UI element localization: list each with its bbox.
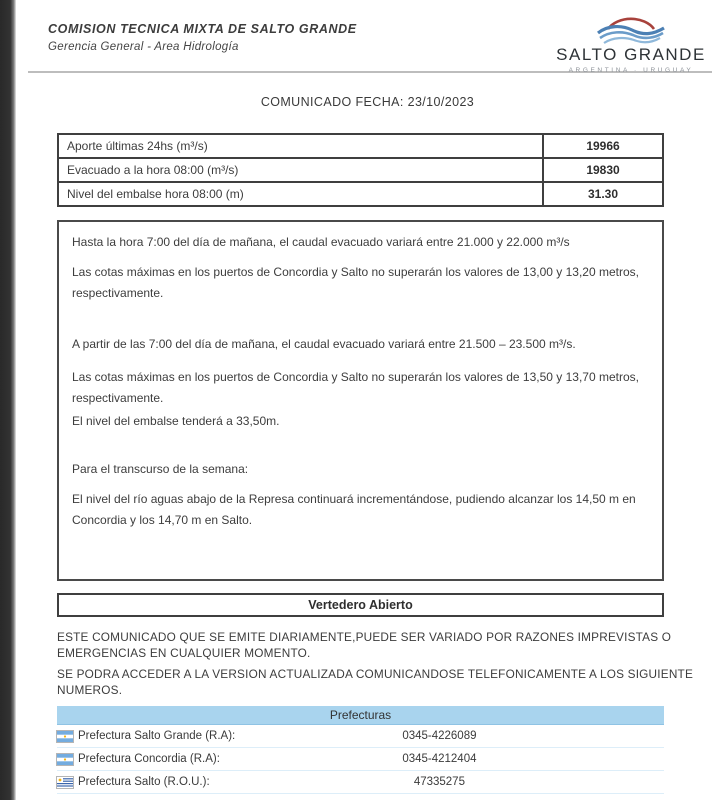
org-title: COMISION TECNICA MIXTA DE SALTO GRANDE — [48, 22, 357, 36]
bulletin-paragraph: Las cotas máximas en los puertos de Concordia y Salto no superarán los valores de 13,00 y 13,20 metros, respectivamente. — [72, 265, 639, 300]
table-row — [58, 134, 663, 158]
table-row — [57, 725, 664, 748]
table-row — [58, 158, 663, 182]
org-subtitle: Gerencia General - Area Hidrología — [48, 41, 239, 53]
table-row — [57, 771, 664, 794]
row-value: 19966 — [543, 134, 663, 158]
prefectura-phone: 0345-4226089 — [402, 730, 477, 742]
row-label: Evacuado a la hora 08:00 (m³/s) — [58, 158, 543, 182]
prefectura-name: Prefectura Salto Grande (R.A): — [78, 730, 236, 742]
prefectura-phone: 0345-4212404 — [402, 753, 477, 765]
disclaimer-text: ESTE COMUNICADO QUE SE EMITE DIARIAMENTE,PUEDE SER VARIADO POR RAZONES IMPREVISTAS O EMERGENCIAS EN CUALQUIER MOMENTO. — [57, 630, 672, 660]
row-label: Nivel del embalse hora 08:00 (m) — [58, 182, 543, 206]
bulletin-paragraph: Las cotas máximas en los puertos de Concordia y Salto no superarán los valores de 13,50 y 13,70 metros, respectivamente. — [72, 370, 639, 405]
spillway-status-box: Vertedero Abierto — [57, 593, 664, 617]
row-label: Aporte últimas 24hs (m³/s) — [58, 134, 543, 158]
table-row — [58, 182, 663, 206]
salto-grande-logo — [556, 7, 706, 74]
bulletin-paragraph: El nivel del río aguas abajo de la Represa continuará incrementándose, pudiendo alcanzar los 14,50 m en Concordia y los 14,70 m en Salto. — [72, 492, 636, 527]
prefectura-label — [57, 730, 348, 742]
prefecturas-header: Prefecturas — [57, 706, 664, 725]
document-page — [16, 0, 719, 800]
org-block — [48, 20, 357, 53]
uruguay-flag-icon — [57, 777, 73, 788]
document-header — [28, 0, 712, 73]
prefectura-label — [57, 776, 348, 788]
argentina-flag-icon — [57, 754, 73, 765]
prefectura-name: Prefectura Salto (R.O.U.): — [78, 776, 210, 788]
bulletin-paragraph: Hasta la hora 7:00 del día de mañana, el caudal evacuado variará entre 21.000 y 22.000 m³/s — [72, 235, 570, 249]
forecast-bulletin-box — [57, 220, 664, 581]
bulletin-paragraph: El nivel del embalse tenderá a 33,50m. — [72, 414, 280, 428]
disclaimer-text: SE PODRA ACCEDER A LA VERSION ACTUALIZADA COMUNICANDOSE TELEFONICAMENTE A LOS SIGUIENTE NUMEROS. — [57, 667, 694, 697]
argentina-flag-icon — [57, 731, 73, 742]
table-row — [57, 748, 664, 771]
disclaimer-block — [57, 630, 707, 698]
prefectura-name: Prefectura Concordia (R.A): — [78, 753, 220, 765]
comunicado-date-line: COMUNICADO FECHA: 23/10/2023 — [260, 95, 475, 109]
bulletin-paragraph: Para el transcurso de la semana: — [72, 462, 249, 476]
row-value: 31.30 — [543, 182, 663, 206]
prefectura-label — [57, 753, 348, 765]
screen-edge-shadow — [0, 0, 16, 800]
logo-name: SALTO GRANDE — [556, 45, 706, 64]
logo-countries: ARGENTINA · URUGUAY — [568, 67, 694, 74]
row-value: 19830 — [543, 158, 663, 182]
hydrology-summary-table — [57, 133, 664, 207]
prefectura-phone: 47335275 — [413, 776, 465, 788]
waves-arc-logo-icon — [592, 7, 670, 47]
prefecturas-table — [57, 706, 664, 794]
bulletin-paragraph: A partir de las 7:00 del día de mañana, el caudal evacuado variará entre 21.500 – 23.500 m³/s. — [72, 337, 576, 351]
